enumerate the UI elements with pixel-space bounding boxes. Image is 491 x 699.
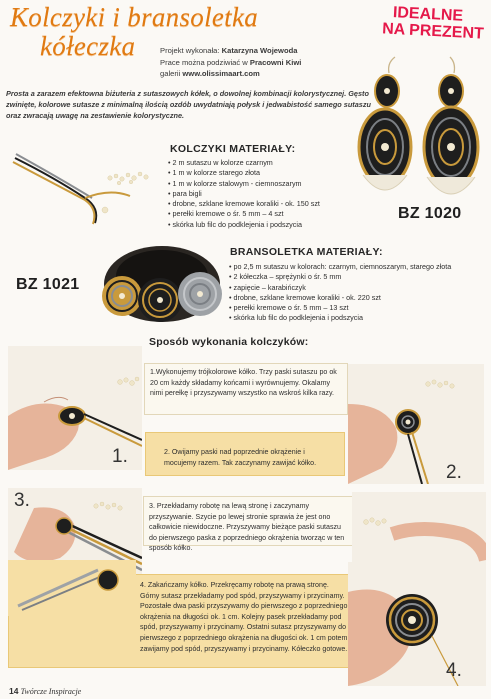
magazine-name: Twórcze Inspiracje [20, 687, 82, 696]
step3-number: 3. [14, 490, 30, 511]
page-number: 14 [9, 686, 19, 696]
step4-photo [348, 562, 486, 686]
step3-beads-photo [352, 492, 486, 564]
badge-line1: IDEALNE [392, 4, 464, 25]
bracelet-photo [100, 236, 225, 328]
list-item: • skórka lub filc do podklejenia i podszycia [168, 220, 398, 230]
earring-right [424, 57, 478, 194]
credit-prefix: Projekt wykonała: [160, 46, 222, 55]
step2-number: 2. [446, 462, 462, 483]
list-item: • perełki kremowe o śr. 5 mm – 13 szt [229, 303, 491, 313]
credit-studio: Pracowni Kiwi [249, 57, 302, 67]
credit-author: Katarzyna Wojewoda [221, 46, 298, 55]
step4-number: 4. [446, 660, 462, 681]
list-item: • 2 m sutaszu w kolorze czarnym [168, 158, 398, 168]
list-item: • drobne, szklane kremowe koraliki - ok. 150 szt [168, 199, 398, 209]
intro-paragraph: Prosta a zarazem efektowna biżuteria z sutaszowych kółek, o dowolnej kombinacji kolorystycznej. Gęsto zwinięte, kolorowe sutasze z minimalną ilością ozdób uwydatniają połysk i jedwabistość samego sutaszu oraz zwracają uwagę na zestawienie kolorystyczne. [6, 89, 371, 120]
page-title-line1: Kolczyki i bransoletka [10, 2, 259, 32]
list-item: • zapięcie – karabińczyk [229, 283, 491, 293]
list-item: • 2 kółeczka – sprężynki o śr. 5 mm [229, 272, 491, 282]
step1-box [144, 363, 348, 415]
step4-text: 4. Zakańczamy kółko. Przekręcamy robotę na prawą stronę. Górny sutasz przekładamy pod spód, przyszywamy i przycinamy. Pozostałe dwa paski przyszywamy do pierwszego z poprzedniego okrążenia na długości ok. 1 cm. Kolejny pasek przekładamy pod spód, przyszywamy i przycinamy. Ostatni sutasz przyszywamy do pierwszego z poprzedniego okrążenia na długości ok. 1 cm potem zawijamy pod spód, przyszywamy i przycinamy. Kółeczko gotowe. [140, 581, 348, 653]
credit-gallery-prefix: galerii [160, 69, 183, 78]
page-title-line2: kółeczka [40, 31, 136, 61]
credit-gallery-link[interactable]: www.olissimaart.com [182, 69, 260, 78]
step2-box [145, 432, 345, 476]
step2-text: 2. Owijamy paski nad poprzednie okrążenie i mocujemy razem. Tak zaczynamy zawijać kółko. [164, 448, 317, 467]
earrings-materials-list [168, 158, 398, 230]
step2-photo [348, 364, 484, 484]
step4-tweezers-photo [8, 560, 136, 616]
page-footer [9, 686, 81, 696]
gift-badge [370, 4, 486, 43]
bracelet-materials-list [229, 262, 491, 324]
step4-text-wrap [140, 580, 348, 654]
badge-line2: NA PREZENT [381, 20, 485, 43]
list-item: • skórka lub filc do podklejenia i podszycia [229, 313, 491, 323]
bracelet-code: BZ 1021 [16, 276, 80, 293]
howto-title: Sposób wykonania kolczyków: [149, 336, 309, 348]
list-item: • para bigli [168, 189, 398, 199]
earrings-code: BZ 1020 [398, 205, 462, 222]
list-item: • perełki kremowe o śr. 5 mm – 4 szt [168, 209, 398, 219]
step3-box [143, 496, 355, 553]
author-credit [160, 45, 360, 80]
earrings-materials-title: KOLCZYKI MATERIAŁY: [170, 143, 296, 155]
step3-text: 3. Przekładamy robotę na lewą stronę i zaczynamy przyszywanie. Szycie po lewej stronie sprawia że jest ono całkowicie niewidoczne. Przyszywamy bieżące paski sutaszu do pierwszego paska z poprzedniego okrążenia tworząc w ten sposób kółko. [149, 502, 345, 553]
list-item: • po 2,5 m sutaszu w kolorach: czarnym, ciemnoszarym, starego złota [229, 262, 491, 272]
list-item: • drobne, szklane kremowe koraliki - ok. 220 szt [229, 293, 491, 303]
materials-photo [10, 148, 160, 226]
step1-number: 1. [112, 446, 128, 467]
list-item: • 1 m w kolorze stalowym - ciemnoszarym [168, 179, 398, 189]
list-item: • 1 m w kolorze starego złota [168, 168, 398, 178]
credit-prace-prefix: Prace można podziwiać w [160, 57, 250, 67]
bracelet-materials-title: BRANSOLETKA MATERIAŁY: [230, 246, 383, 258]
step1-text: 1.Wykonujemy trójkolorowe kółko. Trzy paski sutaszu po ok 20 cm każdy składamy końcami i wyrównujemy. Okalamy nimi perełkę i przyszywamy wszystko na wskroś kilka razy. [150, 368, 337, 398]
